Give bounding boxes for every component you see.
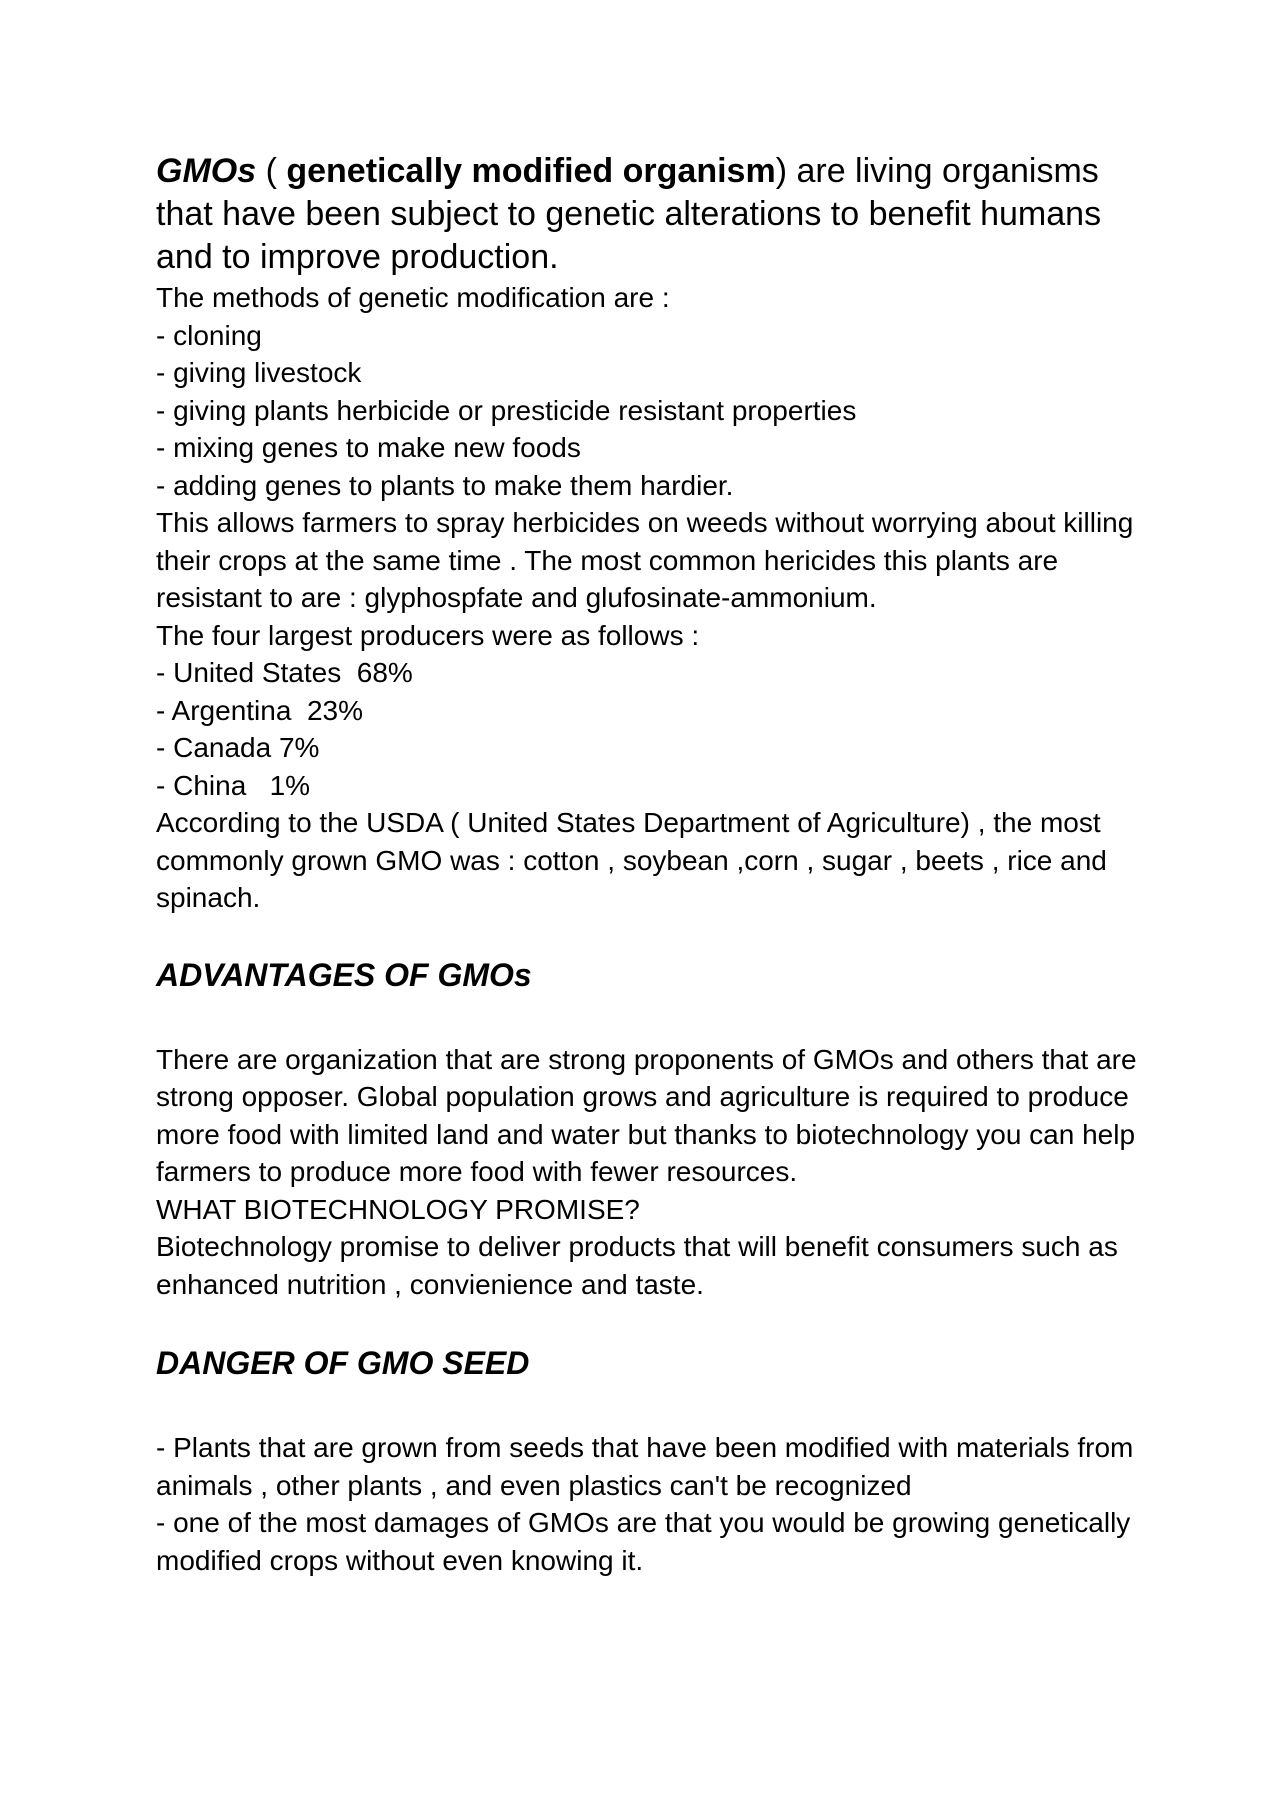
methods-list-item: - cloning (156, 319, 262, 351)
producers-list-item: - China 1% (156, 769, 311, 801)
danger-list-item: - one of the most damages of GMOs are that you would be growing genetically modified crops without even knowing it. (156, 1507, 1131, 1576)
danger-heading: DANGER OF GMO SEED (156, 1345, 530, 1381)
gmos-term: GMOs (156, 152, 257, 190)
methods-list-item: - mixing genes to make new foods (156, 432, 581, 463)
methods-list-item: - giving plants herbicide or presticide resistant properties (156, 394, 857, 426)
methods-list-item: - adding genes to plants to make them hardier. (156, 469, 734, 501)
producers-list-item: - United States 68% (156, 657, 413, 688)
usda-paragraph: According to the USDA ( United States Department of Agriculture) , the most commonly grown GMO was : cotton , soybean ,corn , sugar , beets , rice and spinach. (156, 807, 1107, 913)
intro-rest: ) are living organisms that have been subject to genetic alterations to benefit humans and to improve production. (156, 152, 1102, 276)
producers-list-item: - Canada 7% (156, 732, 320, 763)
methods-heading: The methods of genetic modification are : (156, 282, 670, 313)
producers-heading: The four largest producers were as follows : (156, 619, 700, 651)
biotech-answer: Biotechnology promise to deliver products that will benefit consumers such as enhanced nutrition , convienience and taste. (156, 1231, 1118, 1300)
advantages-paragraph: There are organization that are strong proponents of GMOs and others that are strong opposer. Global population grows and agriculture is required to produce more food with limited land and water but thanks to biotechnology you can help farmers to produce more food with fewer resources. (156, 1043, 1137, 1187)
producers-list-item: - Argentina 23% (156, 694, 364, 726)
document-body (156, 150, 1156, 1579)
intro-open-paren: ( (256, 152, 287, 190)
danger-list-item: - Plants that are grown from seeds that have been modified with materials from animals , other plants , and even plastics can't be recognized (156, 1432, 1134, 1501)
biotech-question: WHAT BIOTECHNOLOGY PROMISE? (156, 1193, 640, 1225)
advantages-heading: ADVANTAGES OF GMOs (156, 956, 532, 993)
gmo-definition: genetically modified organism (286, 152, 776, 190)
methods-list-item: - giving livestock (156, 357, 362, 388)
herbicide-paragraph: This allows farmers to spray herbicides on weeds without worrying about killing their crops at the same time . The most common hericides this plants are resistant to are : glyphospfate and glufosinate-ammonium. (156, 507, 1134, 613)
intro-paragraph (156, 150, 1156, 279)
